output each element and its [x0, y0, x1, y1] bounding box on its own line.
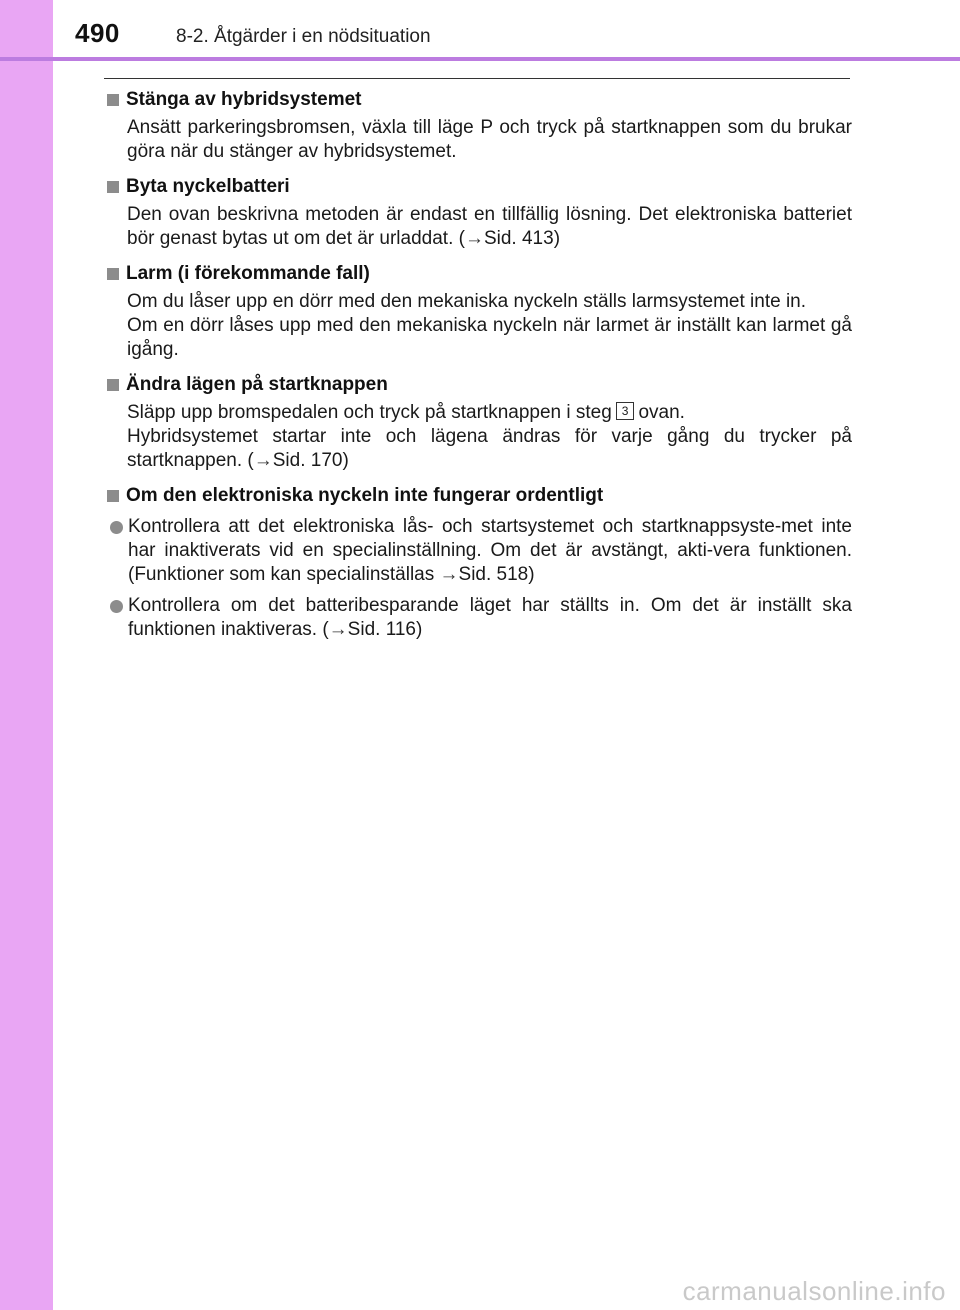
list-item: [110, 594, 852, 642]
paragraph-text: Om en dörr låses upp med den mekaniska nyckeln när larmet är inställt kan larmet gå igång.: [127, 315, 852, 360]
square-bullet-icon: [107, 379, 119, 391]
reference-arrow-icon: →: [464, 228, 484, 249]
section-heading: [104, 88, 852, 112]
paragraph-text: ovan.: [638, 402, 685, 423]
section-change-key-battery: [104, 175, 852, 251]
section-heading: [104, 484, 852, 508]
square-bullet-icon: [107, 268, 119, 280]
chapter-color-strip: [0, 0, 53, 1310]
section-text: Ansätt parkeringsbromsen, växla till läge P och tryck på startknappen som du brukar göra när du stänger av hybridsystemet.: [127, 117, 852, 162]
reference-arrow-icon: →: [328, 619, 348, 640]
circle-bullet-icon: [110, 600, 123, 613]
section-text: [127, 290, 852, 362]
watermark: carmanualsonline.info: [682, 1276, 946, 1306]
section-change-start-button-modes: [104, 373, 852, 473]
page-content: [104, 88, 852, 653]
page-reference-link[interactable]: Sid. 116): [347, 619, 423, 640]
heading-text: Ändra lägen på startknappen: [126, 374, 388, 395]
heading-text: Om den elektroniska nyckeln inte fungerar ordentligt: [126, 485, 604, 506]
section-turn-off-hybrid: [104, 88, 852, 164]
reference-arrow-icon: →: [439, 564, 459, 585]
square-bullet-icon: [107, 490, 119, 502]
circle-bullet-icon: [110, 521, 123, 534]
paragraph-text: Kontrollera om det batteribesparande läget har ställts in. Om det är inställt ska funktionen inaktiveras. (: [128, 595, 852, 640]
reference-arrow-icon: →: [253, 450, 273, 471]
top-rule: [104, 78, 850, 79]
heading-text: Byta nyckelbatteri: [126, 176, 290, 197]
page-reference-link[interactable]: Sid. 518): [458, 564, 535, 585]
section-key-not-working: [104, 484, 852, 642]
section-heading: [104, 262, 852, 286]
paragraph-text: Om du låser upp en dörr med den mekaniska nyckeln ställs larmsystemet inte in.: [127, 291, 807, 312]
page-number: 490: [75, 18, 120, 48]
section-alarm: [104, 262, 852, 362]
page-header: [0, 0, 960, 58]
chapter-title: 8-2. Åtgärder i en nödsituation: [176, 26, 431, 47]
section-text: [127, 203, 852, 251]
header-tab: [0, 0, 53, 58]
paragraph-text: Släpp upp bromspedalen och tryck på startknappen i steg: [127, 402, 612, 423]
heading-text: Larm (i förekommande fall): [126, 263, 370, 284]
list-item: [110, 515, 852, 587]
page-reference-link[interactable]: Sid. 413): [483, 228, 561, 249]
section-heading: [104, 373, 852, 397]
square-bullet-icon: [107, 94, 119, 106]
section-heading: [104, 175, 852, 199]
square-bullet-icon: [107, 181, 119, 193]
section-text: [127, 401, 852, 473]
header-divider: [0, 57, 960, 61]
page-reference-link[interactable]: Sid. 170): [272, 450, 349, 471]
paragraph-text: Kontrollera att det elektroniska lås- och startsystemet och startknappsyste-met inte har inaktiverats vid en specialinställning. Om det är avstängt, akti-vera funktionen. (Funktioner som kan specialinställas: [128, 516, 852, 585]
step-number-badge: 3: [616, 402, 635, 420]
heading-text: Stänga av hybridsystemet: [126, 89, 362, 110]
paragraph-text: Den ovan beskrivna metoden är endast en tillfällig lösning. Det elektroniska batteriet bör genast bytas ut om det är urladdat. (: [127, 204, 852, 249]
paragraph-text: Hybridsystemet startar inte och lägena ändras för varje gång du trycker på startknappen. (: [127, 426, 852, 471]
